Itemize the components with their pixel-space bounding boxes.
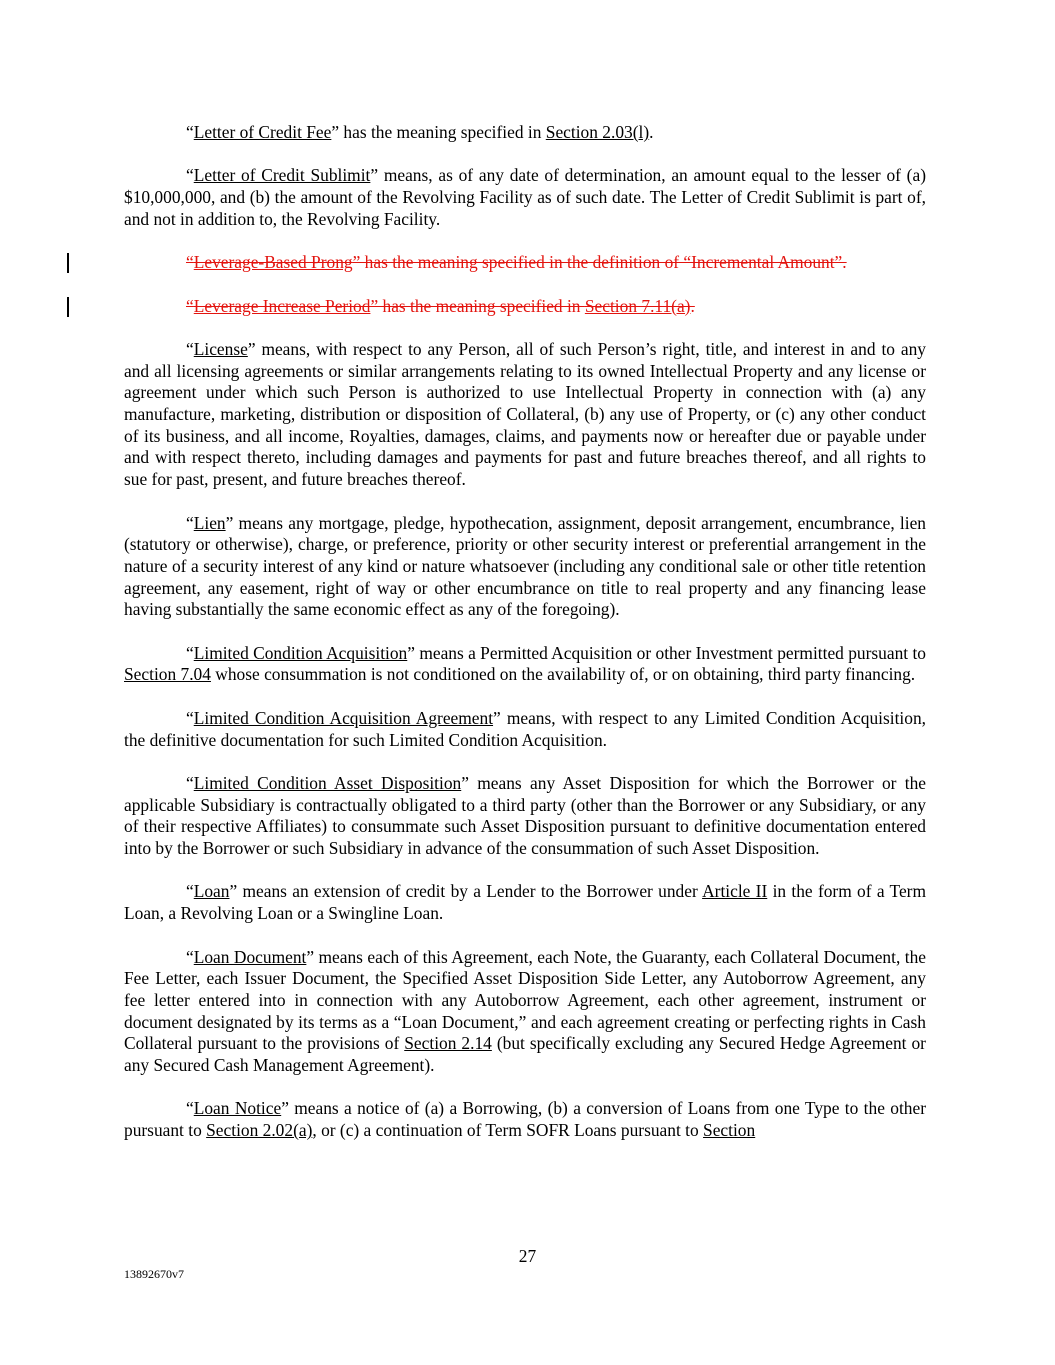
defined-term: Letter of Credit Sublimit — [193, 165, 371, 186]
defined-term: License — [193, 338, 248, 359]
defined-term: Loan Document — [193, 946, 307, 967]
definition-letter-of-credit-sublimit: “Letter of Credit Sublimit” means, as of any date of determination, an amount equal to the lesser of (a) $10,000,000, and (b) the amount of the Revolving Facility as of such date. The Letter of Credit Sublimit is part of, and not in addition to, the Revolving Facility. — [124, 165, 926, 229]
defined-term: Limited Condition Asset Disposition — [193, 772, 462, 793]
defined-term: Leverage Increase Period — [193, 295, 371, 316]
defined-term: Limited Condition Acquisition Agreement — [193, 707, 494, 728]
document-id: 13892670v7 — [124, 1267, 184, 1281]
definitions-list — [124, 122, 926, 1164]
defined-term: Limited Condition Acquisition — [193, 642, 408, 663]
definition-loan: “Loan” means an extension of credit by a Lender to the Borrower under Article II in the form of a Term Loan, a Revolving Loan or a Swingline Loan. — [124, 881, 926, 924]
definition-limited-condition-acquisition-agreement: “Limited Condition Acquisition Agreement” means, with respect to any Limited Condition Acquisition, the definitive documentation for such Limited Condition Acquisition. — [124, 707, 926, 750]
definition-leverage-increase-period-deleted: “Leverage Increase Period” has the meaning specified in Section 7.11(a). — [124, 296, 926, 318]
section-reference: Section 2.03(l) — [545, 122, 650, 142]
section-reference: Section 2.14 — [404, 1033, 492, 1054]
definition-loan-document: “Loan Document” means each of this Agreement, each Note, the Guaranty, each Collateral Document, the Fee Letter, each Issuer Document, the Specified Asset Disposition Side Letter, any Autoborrow Agreement, any fee letter entered into in connection with any Autoborrow Agreement, each other agreement, instrument or document designated by its terms as a “Loan Document,” and each agreement creating or perfecting rights in Cash Collateral pursuant to the provisions of Section 2.14 (but specifically excluding any Secured Hedge Agreement or any Secured Cash Management Agreement). — [124, 946, 926, 1076]
defined-term: Lien — [193, 512, 226, 533]
definition-leverage-based-prong-deleted: “Leverage-Based Prong” has the meaning specified in the definition of “Incremental Amount”. — [124, 252, 926, 274]
defined-term: Letter of Credit Fee — [193, 122, 332, 142]
defined-term: Leverage-Based Prong — [193, 252, 353, 273]
page-number: 27 — [518, 1246, 537, 1266]
section-reference: Article II — [702, 881, 768, 902]
section-reference: Section 7.04 — [124, 664, 211, 685]
section-reference: Section 7.11(a) — [584, 295, 691, 316]
definition-license: “License” means, with respect to any Person, all of such Person’s right, title, and interest in and to any and all licensing agreements or similar arrangements relating to its owned Intellectual Property and any license or agreement under which such Person is authorized to use Intellectual Property in connection with (a) any manufacture, marketing, distribution or disposition of Collateral, (b) any use of Property, or (c) any other conduct of its business, and all income, Royalties, damages, claims, and payments now or hereafter due or payable under and with respect thereto, including damages and payments for past and future breaches thereof, and all rights to sue for past, present, and future breaches thereof. — [124, 338, 926, 490]
defined-term: Loan — [193, 881, 230, 902]
definition-limited-condition-asset-disposition: “Limited Condition Asset Disposition” means any Asset Disposition for which the Borrower or the applicable Subsidiary is contractually obligated to a third party (other than the Borrower or any Subsidiary, or any of their respective Affiliates) to consummate such Asset Disposition pursuant to definitive documentation entered into by the Borrower or such Subsidiary in advance of the consummation of such Asset Disposition. — [124, 772, 926, 859]
section-reference: Section — [703, 1120, 756, 1141]
definition-limited-condition-acquisition: “Limited Condition Acquisition” means a Permitted Acquisition or other Investment permitted pursuant to Section 7.04 whose consummation is not conditioned on the availability of, or on obtaining, third party financing. — [124, 642, 926, 685]
section-reference: Section 2.02(a) — [206, 1120, 313, 1141]
definition-lien: “Lien” means any mortgage, pledge, hypothecation, assignment, deposit arrangement, encumbrance, lien (statutory or otherwise), charge, or preference, priority or other security interest or preferential arrangement in the nature of a security interest of any kind or nature whatsoever (including any conditional sale or other title retention agreement, any easement, right of way or other encumbrance on title to real property and any financing lease having substantially the same economic effect as any of the foregoing). — [124, 512, 926, 620]
change-bar — [67, 297, 69, 317]
definition-loan-notice: “Loan Notice” means a notice of (a) a Borrowing, (b) a conversion of Loans from one Type to the other pursuant to Section 2.02(a), or (c) a continuation of Term SOFR Loans pursuant to Section — [124, 1098, 927, 1141]
defined-term: Loan Notice — [193, 1098, 282, 1119]
definition-letter-of-credit-fee: “Letter of Credit Fee” has the meaning specified in Section 2.03(l). — [186, 122, 654, 142]
change-bar — [67, 253, 69, 273]
